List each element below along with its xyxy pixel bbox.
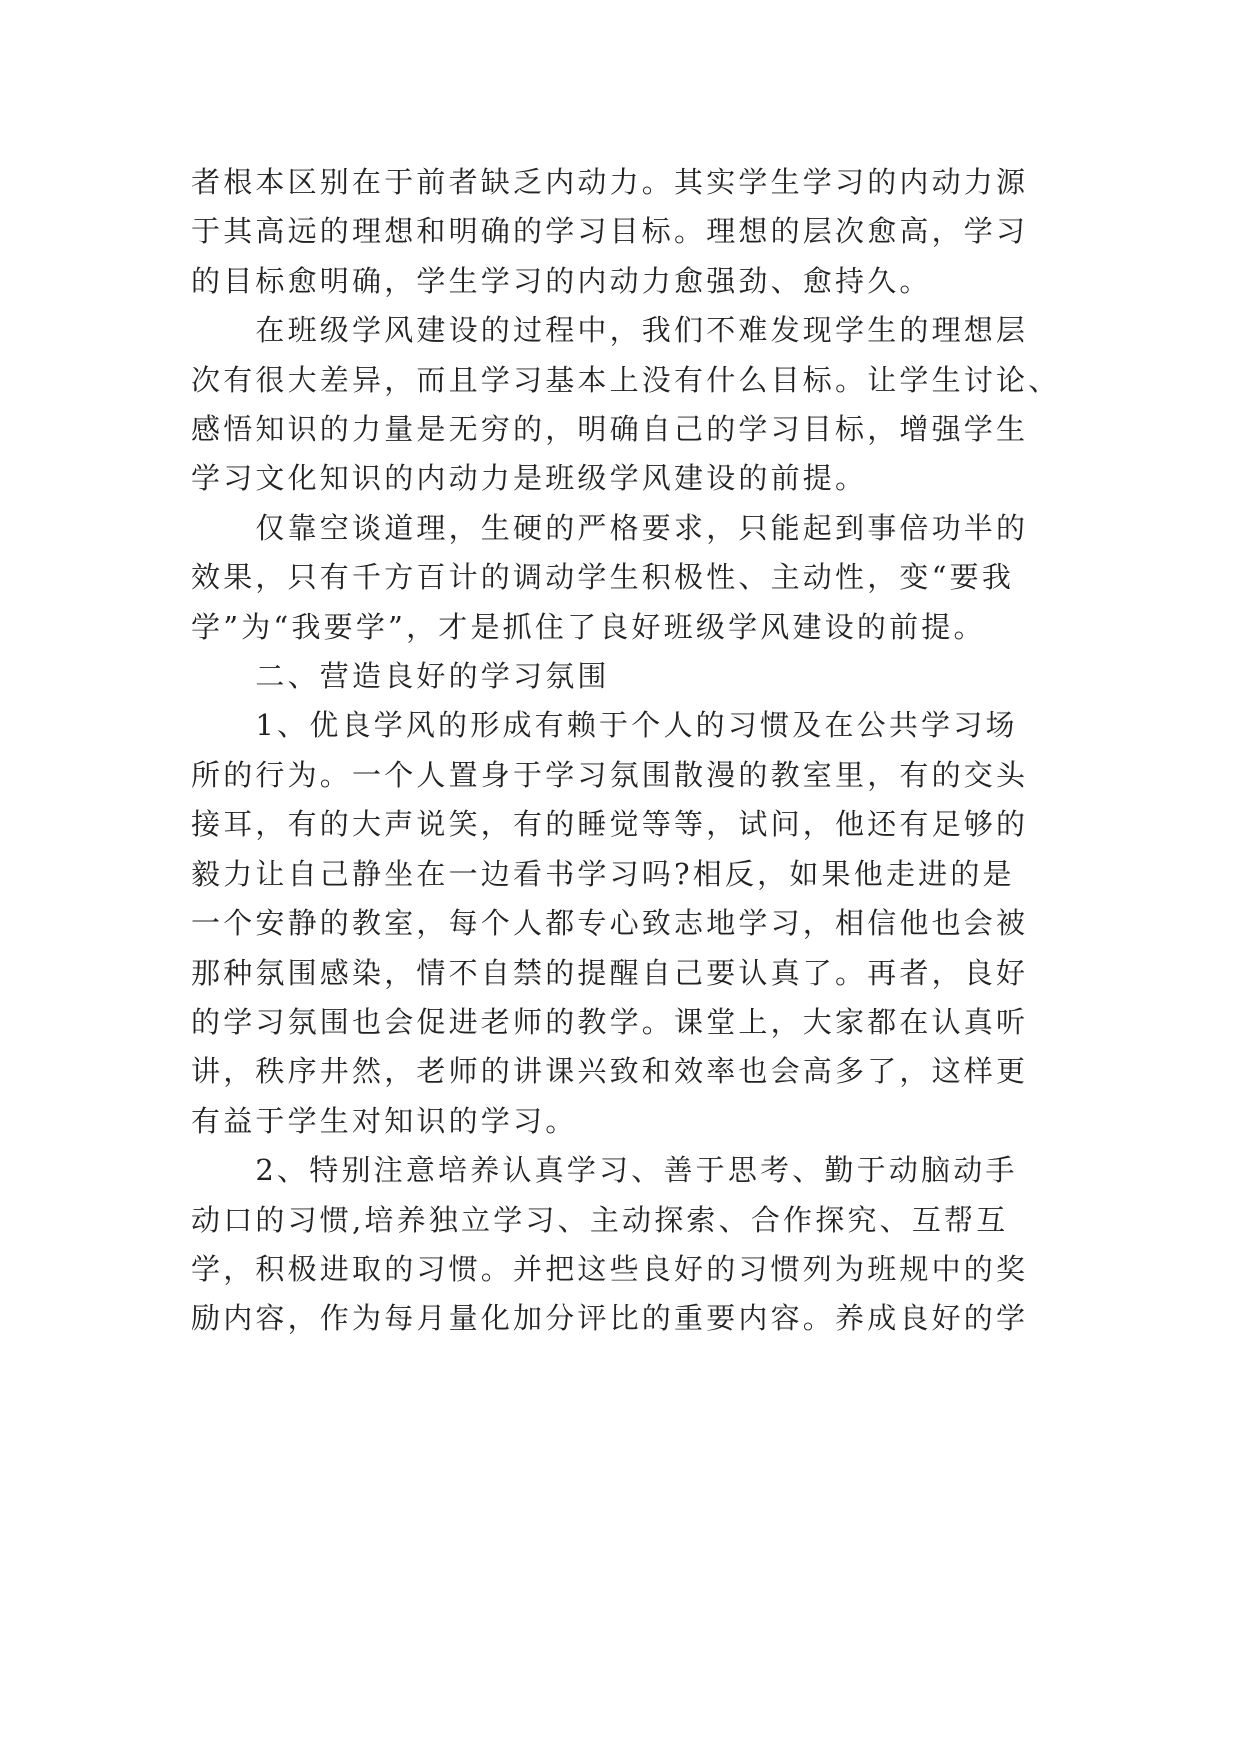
text-line: 所的行为。一个人置身于学习氛围散漫的教室里，有的交头 bbox=[191, 757, 1029, 792]
text-line: 励内容，作为每月量化加分评比的重要内容。养成良好的学 bbox=[191, 1301, 1029, 1336]
text-line: 动口的习惯,培养独立学习、主动探索、合作探究、互帮互 bbox=[191, 1202, 1009, 1237]
text-line: 于其高远的理想和明确的学习目标。理想的层次愈高，学习 bbox=[191, 214, 1029, 249]
text-line: 次有很大差异，而且学习基本上没有什么目标。让学生讨论、 bbox=[191, 362, 1061, 397]
text-line: 仅靠空谈道理，生硬的严格要求，只能起到事倍功半的 bbox=[191, 510, 1029, 545]
section-heading: 二、营造良好的学习氛围 bbox=[191, 659, 610, 694]
text-line: 学习文化知识的内动力是班级学风建设的前提。 bbox=[191, 461, 868, 496]
text-line: 讲，秩序井然，老师的讲课兴致和效率也会高多了，这样更 bbox=[191, 1054, 1029, 1089]
text-line: 感悟知识的力量是无穷的，明确自己的学习目标，增强学生 bbox=[191, 412, 1029, 447]
text-line: 2、特别注意培养认真学习、善于思考、勤于动脑动手 bbox=[191, 1153, 1018, 1188]
text-line: 1、优良学风的形成有赖于个人的习惯及在公共学习场 bbox=[191, 708, 1018, 743]
text-line: 学，积极进取的习惯。并把这些良好的习惯列为班规中的奖 bbox=[191, 1251, 1029, 1286]
text-line: 学”为“我要学”，才是抓住了良好班级学风建设的前提。 bbox=[191, 609, 986, 644]
text-line: 效果，只有千方百计的调动学生积极性、主动性，变“要我 bbox=[191, 560, 1015, 595]
text-line: 毅力让自己静坐在一边看书学习吗?相反，如果他走进的是 bbox=[191, 856, 1015, 891]
text-line: 接耳，有的大声说笑，有的睡觉等等，试问，他还有足够的 bbox=[191, 807, 1029, 842]
text-line: 那种氛围感染，情不自禁的提醒自己要认真了。再者，良好 bbox=[191, 955, 1029, 990]
text-line: 的目标愈明确，学生学习的内动力愈强劲、愈持久。 bbox=[191, 263, 932, 298]
document-body bbox=[191, 158, 1061, 1344]
text-line: 一个安静的教室，每个人都专心致志地学习，相信他也会被 bbox=[191, 906, 1029, 941]
text-line: 的学习氛围也会促进老师的教学。课堂上，大家都在认真听 bbox=[191, 1004, 1029, 1039]
text-line: 有益于学生对知识的学习。 bbox=[191, 1103, 578, 1138]
text-line: 在班级学风建设的过程中，我们不难发现学生的理想层 bbox=[191, 313, 1029, 348]
text-line: 者根本区别在于前者缺乏内动力。其实学生学习的内动力源 bbox=[191, 165, 1029, 199]
